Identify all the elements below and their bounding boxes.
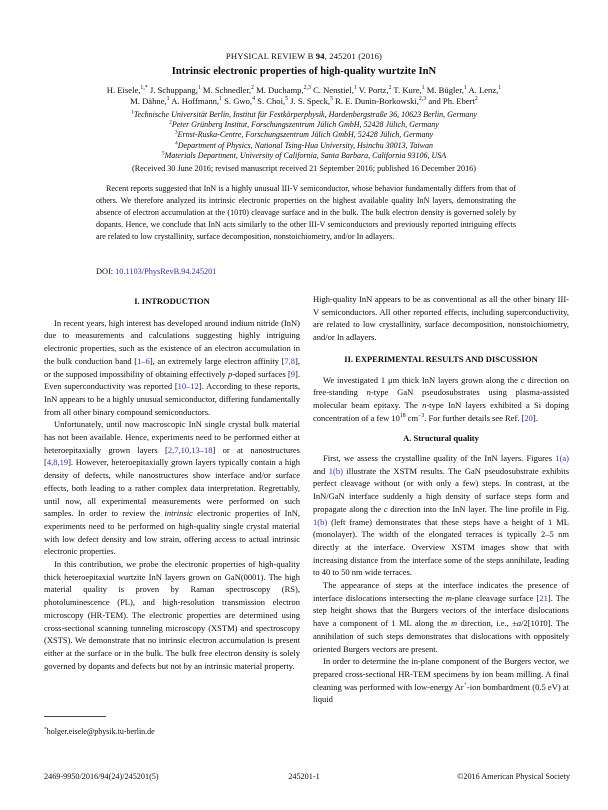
citation-link[interactable]: 20 (524, 412, 533, 423)
paragraph: We investigated 1 μm thick InN layers grown along the c direction on free-standing n-type GaN pseudosubstrates using plasma-assisted molecular beam epitaxy. The n-type InN layers exhibited a Si doping concentration of a few $10^{18}$ $cm^{-3}$. For further details see Ref. [20]. (313, 374, 570, 423)
citation-link[interactable]: 1–6 (137, 355, 150, 366)
affiliation-1: $^1$Technische Universität Berlin, Institut für Festkörperphysik, Hardenbergstraße 36, 10623 Berlin, Germany (131, 109, 477, 119)
abstract: Recent reports suggested that InN is a highly unusual III-V semiconductor, whose behavior fundamentally differs from that of others. We therefore analyzed its intrinsic electronic properties on the highest available quality InN layers, demonstrating the absence of electron accumulation at the (101̄0) cleavage surface and in the bulk. The bulk electron density is governed solely by dopants. Hence, we conclude that InN acts similarly to the other III-V semiconductors and previously reported intriguing effects are related to low crystallinity, surface decomposition, nonstoichiometry, and/or In adlayers. (96, 184, 516, 241)
footnote (44, 727, 155, 736)
footnote-marker: * (44, 726, 47, 733)
paragraph: Unfortunately, until now macroscopic InN single crystal bulk material has not been available. Hence, experiments need to be performed either at heteroepitaxially grown layers [2,7,10,13–18] or at nanostructures [4,8,19]. However, heteroepitaxially grown layers typically contain a high density of defects, while nanostructures show interface and/or surface effects, both leading to a rather complex data interpretation. Regrettably, until now, all experimental measurements were performed on such samples. In order to review the intrinsic electronic properties of InN, experiments need to be performed on high-quality single crystal material with low defect density and low strain, offering access to actual intrinsic electronic properties. (44, 419, 300, 557)
affiliation-3: $^3$Ernst-Ruska-Centre, Forschungszentrum Jülich GmbH, 52428 Jülich, Germany (174, 129, 434, 140)
paragraph: In recent years, high interest has developed around indium nitride (InN) due to measurements and calculations suggesting highly intriguing electronic properties, such as the existence of an electron accumulation in the bulk conduction band [1–6], an extremely large electron affinity [7,8], or the supposed impossibility of obtaining effectively p-doped surfaces [9]. Even superconductivity was reported [10–12]. According to these reports, InN appears to be a highly unusual semiconductor, differing fundamentally from all other binary compound semiconductors. (44, 317, 301, 417)
journal-header (0, 51, 608, 61)
paragraph: High-quality InN appears to be as conventional as all the other binary III-V semiconductors. All other reported effects, including superconductivity, are related to low crystallinity, surface decomposition, nonstoichiometry, and/or In adlayers. (313, 294, 569, 343)
journal-issue-info: , 245201 (2016) (324, 51, 383, 61)
page-footer (0, 772, 608, 784)
footer-copyright: ©2016 American Physical Society (457, 772, 570, 781)
subsection-heading-structural-quality: A. Structural quality (403, 433, 479, 444)
two-column-body (44, 293, 569, 706)
affiliations (18, 110, 590, 161)
figure-ref-link[interactable]: 1(b) (313, 516, 328, 527)
footnote-divider (44, 716, 106, 717)
right-column (313, 293, 569, 706)
footnote-email-link[interactable]: holger.eisele@physik.tu-berlin.de (46, 727, 155, 736)
citation-link[interactable]: 7,8 (284, 355, 296, 366)
journal-name: PHYSICAL REVIEW B (225, 51, 316, 61)
paragraph: In order to determine the in-plane component of the Burgers vector, we prepared cross-sectional HR-TEM specimens by ion beam milling. A final cleaning was performed with low-energy Ar+-ion bombardment (0.5 eV) at liquid (313, 656, 570, 705)
paper-title: Intrinsic electronic properties of high-quality wurtzite InN (171, 66, 437, 77)
footer-page-number: 245201-1 (288, 772, 320, 781)
paragraph: The appearance of steps at the interface indicates the presence of interface dislocations intersecting the m-plane cleavage surface [21]. The step height shows that the Burgers vectors of the interface dislocations have a component of 1 ML along the m direction, i.e., ±a/2[101̄0]. The annihilation of such steps demonstrates that dislocations with oppositely oriented Burgers vectors are present. (313, 580, 570, 654)
figure-ref-link[interactable]: 1(b) (328, 465, 343, 476)
author-line-2: M. Dähne,$^1$ A. Hoffmann,$^1$ S. Gwo,$^4$ S. Choi,$^5$ J. S. Speck,$^5$ R. E. Dunin-Borkowski,$^{2,3}$ and Ph. Ebert$^2$ (130, 96, 478, 106)
left-column (44, 293, 300, 706)
section-heading-experimental: II. EXPERIMENTAL RESULTS AND DISCUSSION (344, 353, 538, 364)
affiliation-5: $^5$Materials Department, University of California, Santa Barbara, California 93106, USA (161, 150, 447, 160)
affiliation-4: $^4$Department of Physics, National Tsing-Hua University, Hsinchu 30013, Taiwan (175, 139, 433, 150)
affiliation-2: $^2$Peter Grünberg Institut, Forschungszentrum Jülich GmbH, 52428 Jülich, Germany (169, 119, 439, 130)
paragraph: In this contribution, we probe the electronic properties of high-quality thick heteroepitaxial wurtzite InN layers grown on GaN(0001). The high material quality is proven by Raman spectroscopy (RS), photoluminescence (PL), and high-resolution transmission electron microscopy (HR-TEM). The electronic properties are determined using cross-sectional scanning tunneling microscopy (XSTM) and spectroscopy (XSTS). We demonstrate that no intrinsic electron accumulation is present either at the surface or in the bulk. The bulk free electron density is solely governed by dopants and defects but not by an intrinsic material property. (44, 559, 300, 671)
footer-issn: 2469-9950/2016/94(24)/245201(5) (44, 772, 159, 781)
section-heading-introduction: I. INTRODUCTION (134, 296, 210, 306)
author-list (24, 85, 584, 107)
citation-link[interactable]: 4,8,19 (46, 457, 69, 468)
doi-label: DOI: (96, 267, 116, 276)
citation-link[interactable]: 9 (290, 368, 296, 379)
citation-link[interactable]: 21 (539, 592, 548, 603)
doi-link[interactable]: 10.1103/PhysRevB.94.245201 (115, 267, 217, 276)
journal-volume: 94 (315, 51, 325, 61)
received-line: (Received 30 June 2016; revised manuscript received 21 September 2016; published 16 December 2016) (131, 164, 476, 173)
doi-line (96, 267, 216, 276)
citation-link[interactable]: 2,7,10,13–18 (167, 444, 213, 455)
author-line-1: H. Eisele,$^{1,*}$ J. Schuppang,$^1$ M. Schnedler,$^2$ M. Duchamp,$^{2,3}$ C. Nenstiel,$^1$ V. Portz,$^2$ T. Kure,$^1$ M. Bügler,$^1$ A. Lenz,$^1$ (106, 85, 502, 95)
paragraph: First, we assess the crystalline quality of the InN layers. Figures 1(a) and 1(b) illustrate the XSTM results. The GaN pseudosubstrate exhibits perfect cleavage without (or with only a few) steps. In contrast, at the InN/GaN interface suddenly a high density of surface steps form and propagate along the c direction into the InN layer. The line profile in Fig. 1(b) (left frame) demonstrates that these steps have a height of 1 ML (monolayer). The width of the elongated terraces is typically 2–5 nm directly at the interface. Overview XSTM images show that with increasing distance from the interface some of the steps annihilate, leading to 40 to 50 nm wide terraces. (313, 453, 569, 578)
citation-link[interactable]: 10–12 (177, 381, 199, 392)
figure-ref-link[interactable]: 1(a) (555, 453, 569, 464)
